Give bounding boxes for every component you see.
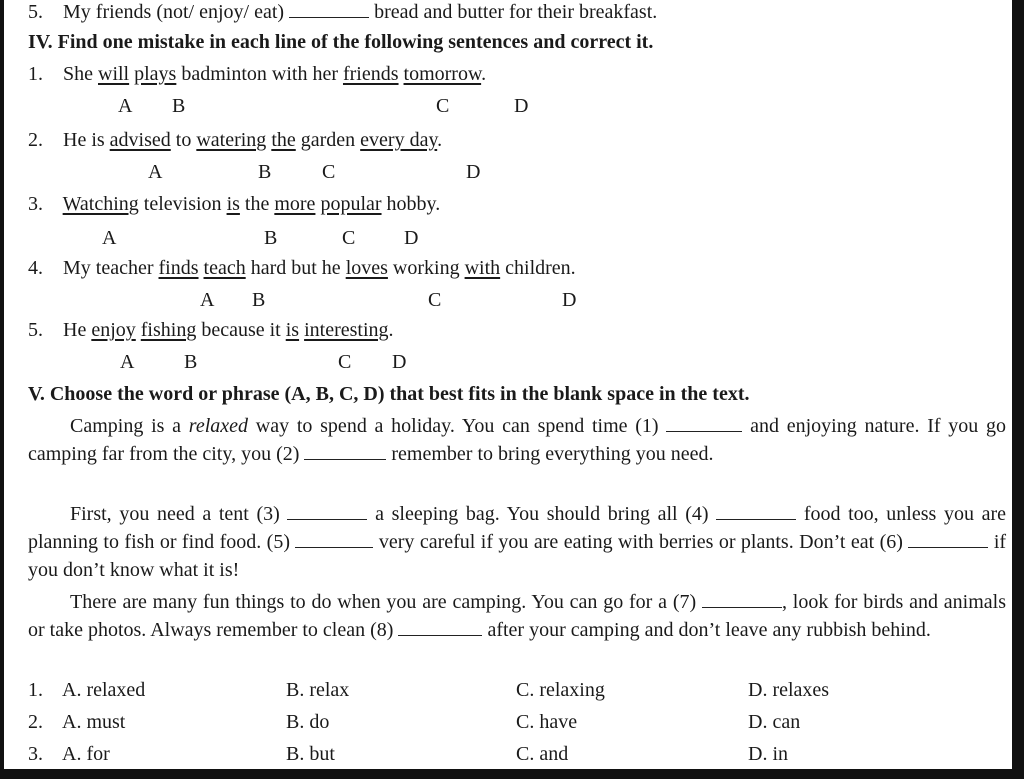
mistake-item-1: 1. She will plays badminton with her friends tomorrow. — [28, 63, 487, 85]
mistake-item-2: 2. He is advised to watering the garden every day. — [28, 129, 443, 151]
mistake-item-5: 5. He enjoy fishing because it is interesting. — [28, 319, 394, 341]
option-c[interactable]: C. relaxing — [516, 679, 605, 701]
option-b[interactable]: B. but — [286, 743, 335, 765]
mistake-item-3: 3. Watching television is the more popular hobby. — [28, 193, 441, 215]
mistake-item-4: 4. My teacher finds teach hard but he loves working with children. — [28, 257, 576, 279]
blank-3[interactable] — [287, 503, 367, 520]
photo-frame-left — [0, 0, 4, 779]
option-letter: A — [200, 289, 215, 311]
blank-8[interactable] — [398, 619, 482, 636]
passage-paragraph-3: There are many fun things to do when you are camping. You can go for a (7) , look for birds and animals or take photos. Always remember to clean (8) after your camping and don’t leave any rubbish behind. — [28, 591, 1006, 641]
option-letter: B — [172, 95, 186, 117]
option-letter: C — [436, 95, 450, 117]
blank-1[interactable] — [666, 415, 742, 432]
option-letter: D — [562, 289, 577, 311]
photo-frame-right — [1012, 0, 1024, 779]
option-d[interactable]: D. relaxes — [748, 679, 830, 701]
blank-7[interactable] — [702, 591, 782, 608]
option-row-3: 3. — [28, 743, 43, 765]
option-b[interactable]: B. do — [286, 711, 330, 733]
option-c[interactable]: C. and — [516, 743, 569, 765]
option-letter: B — [264, 227, 278, 249]
option-letter: B — [252, 289, 266, 311]
section-iv-title: IV. Find one mistake in each line of the following sentences and correct it. — [28, 31, 654, 53]
passage-paragraph-1: Camping is a relaxed way to spend a holiday. You can spend time (1) and enjoying nature. If you go camping far from the city, you (2) remember to bring everything you need. — [28, 415, 1007, 465]
option-letter: C — [428, 289, 442, 311]
option-letter: D — [466, 161, 481, 183]
answer-blank[interactable] — [289, 1, 369, 18]
option-letter: C — [342, 227, 356, 249]
option-letter: D — [514, 95, 529, 117]
option-a[interactable]: A. relaxed — [62, 679, 146, 701]
option-letter: B — [184, 351, 198, 373]
option-b[interactable]: B. relax — [286, 679, 350, 701]
option-d[interactable]: D. in — [748, 743, 788, 765]
passage-paragraph-2: First, you need a tent (3) a sleeping bag. You should bring all (4) food too, unless you are planning to fish or find food. (5) very careful if you are eating with berries or plants. Don’t eat (6) if you don’t know what it is! — [28, 503, 1007, 581]
prev-question-text-a: My friends (not/ enjoy/ eat) — [63, 1, 285, 23]
option-letter: A — [118, 95, 133, 117]
prev-question-5: 5. My friends (not/ enjoy/ eat) bread and butter for their breakfast. — [28, 1, 658, 23]
option-letter: A — [102, 227, 117, 249]
option-letter: A — [148, 161, 163, 183]
section-v-title: V. Choose the word or phrase (A, B, C, D) that best fits in the blank space in the text. — [28, 383, 750, 405]
blank-6[interactable] — [908, 531, 988, 548]
option-letter: A — [120, 351, 135, 373]
option-letter: D — [404, 227, 419, 249]
option-letter: B — [258, 161, 272, 183]
blank-2[interactable] — [304, 443, 386, 460]
prev-question-text-b: bread and butter for their breakfast. — [374, 1, 658, 23]
option-a[interactable]: A. for — [62, 743, 110, 765]
blank-4[interactable] — [716, 503, 796, 520]
photo-frame-bottom — [0, 769, 1024, 779]
option-letter: C — [338, 351, 352, 373]
option-c[interactable]: C. have — [516, 711, 578, 733]
option-a[interactable]: A. must — [62, 711, 126, 733]
option-row-2: 2. — [28, 711, 43, 733]
option-d[interactable]: D. can — [748, 711, 801, 733]
blank-5[interactable] — [295, 531, 373, 548]
option-letter: C — [322, 161, 336, 183]
option-letter: D — [392, 351, 407, 373]
option-row-1: 1. — [28, 679, 43, 701]
